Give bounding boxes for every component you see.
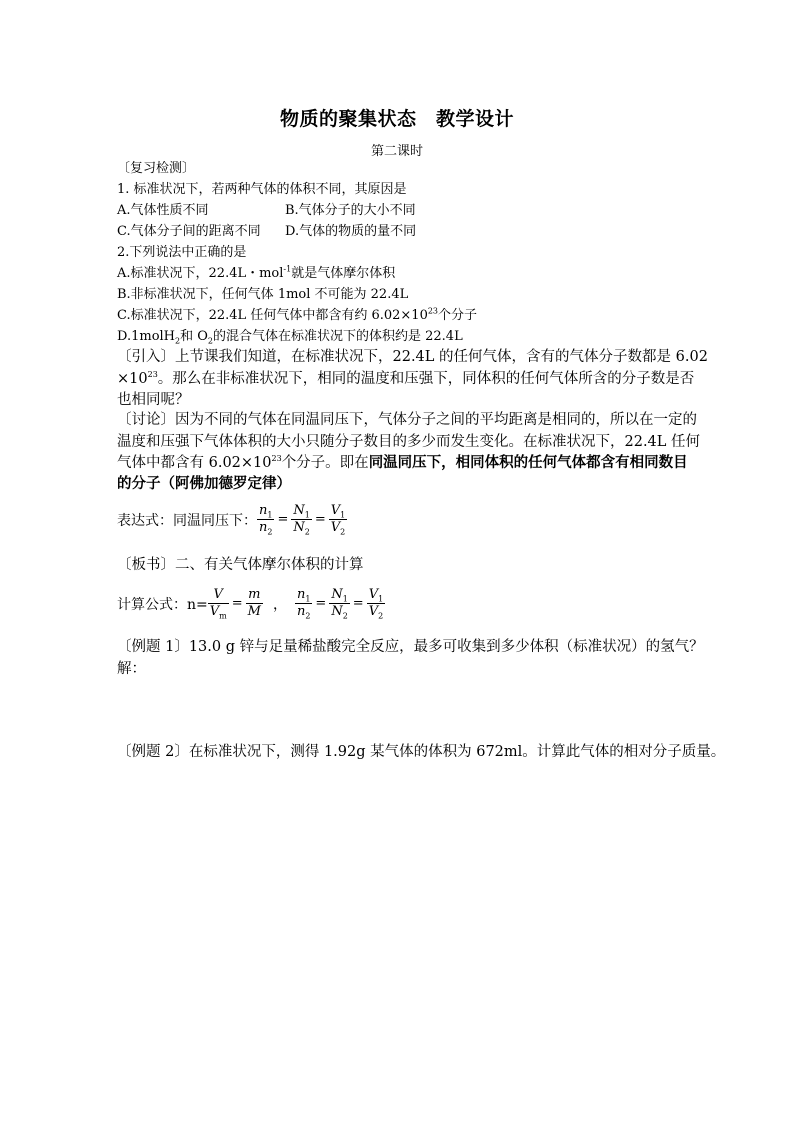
review-heading: 〔复习检测〕 [117, 161, 196, 176]
example-1-solution-label: 解： [117, 661, 146, 677]
discussion-line-3: 气体中都含有 $6.02\times 10^{23}$个分子。即在同温同压下，相同体积的任何气体都含有相同数目 [117, 454, 688, 471]
example-2-question: 〔例题 2〕在标准状况下，测得 1.92g 某气体的体积为 672ml。计算此气体的相对分子质量。 [117, 744, 726, 760]
fraction-N1-N2-b: $\frac{N_1}{N_2}$ [331, 587, 348, 621]
intro-line-1: 〔引入〕上节课我们知道，在标准状况下，22.4L 的任何气体，含有的气体分子数都是 6.02 [117, 349, 708, 365]
intro-line-2: $\times 10^{23}$。那么在非标准状况下，相同的温度和压强下，同体积的任何气体所含的分子数是否 [117, 370, 695, 387]
fraction-N1-N2: $\frac{N_1}{N_2}$ [293, 503, 310, 537]
fraction-V-Vm: $\frac{V}{V_m}$ [209, 587, 227, 621]
expression-formula: 表达式：同温同压下： $\frac{n_1}{n_2}$ = $\frac{N_1}{N_2}$ = $\frac{V_1}{V_2}$ [117, 503, 346, 537]
question-2-option-b: B.非标准状况下，任何气体 1mol 不可能为 22.4L [117, 287, 409, 302]
question-2-option-a: A.标准状况下，22.4L・mol$^{-1}$就是气体摩尔体积 [117, 264, 396, 281]
avogadro-law-emphasis: 同温同压下，相同体积的任何气体都含有相同数目 [368, 454, 688, 471]
fraction-n1-n2-b: $\frac{n_1}{n_2}$ [296, 587, 311, 621]
review-question-2: 2.下列说法中正确的是 [117, 245, 247, 260]
review-question-1: 1. 标准状况下，若两种气体的体积不同，其原因是 [117, 182, 407, 197]
question-1-options-row-1 [117, 202, 416, 220]
discussion-line-2: 温度和压强下气体体积的大小只随分子数目的多少而发生变化。在标准状况下，22.4L 任何 [117, 434, 701, 450]
discussion-line-1: 〔讨论〕因为不同的气体在同温同压下，气体分子之间的平均距离是相同的，所以在一定的 [117, 412, 697, 428]
fraction-n1-n2: $\frac{n_1}{n_2}$ [259, 503, 273, 537]
fraction-V1-V2-b: $\frac{V_1}{V_2}$ [368, 587, 384, 621]
question-1-option-c: C.气体分子间的距离不同 [117, 224, 261, 239]
board-heading: 〔板书〕二、有关气体摩尔体积的计算 [117, 557, 364, 573]
question-1-option-d: D.气体的物质的量不同 [285, 224, 417, 239]
question-1-options-row-2 [117, 223, 416, 241]
calculation-formula: 计算公式：n= $\frac{V}{V_m}$ = $\frac{m}{M}$ ， $\frac{n_1}{n_2}$ = $\frac{N_1}{N_2}$ = $\frac{V_1}{V_2}$ [117, 587, 384, 621]
question-2-option-d: D.1molH$_2$和 $O_2$的混合气体在标准状况下的体积约是 22.4L [117, 329, 463, 346]
example-1-question: 〔例题 1〕13.0 g 锌与足量稀盐酸完全反应，最多可收集到多少体积（标准状况）的氢气？ [117, 639, 704, 655]
question-1-option-b: B.气体分子的大小不同 [285, 203, 416, 218]
question-1-option-a: A.气体性质不同 [117, 203, 209, 218]
expression-label: 表达式：同温同压下： [117, 512, 257, 529]
formula-label: 计算公式：n= [117, 596, 208, 613]
page-title: 物质的聚集状态 教学设计 [279, 108, 514, 130]
avogadro-law-title: 的分子（阿佛加德罗定律） [117, 475, 291, 492]
intro-line-3: 也相同呢？ [117, 392, 190, 408]
question-2-option-c: C.标准状况下，22.4L 任何气体中都含有约 $6.02\times 10^{23}$个分子 [117, 306, 478, 323]
fraction-m-M: $\frac{m}{M}$ [247, 587, 261, 619]
fraction-V1-V2: $\frac{V_1}{V_2}$ [330, 503, 346, 537]
page-subtitle: 第二课时 [370, 144, 423, 159]
